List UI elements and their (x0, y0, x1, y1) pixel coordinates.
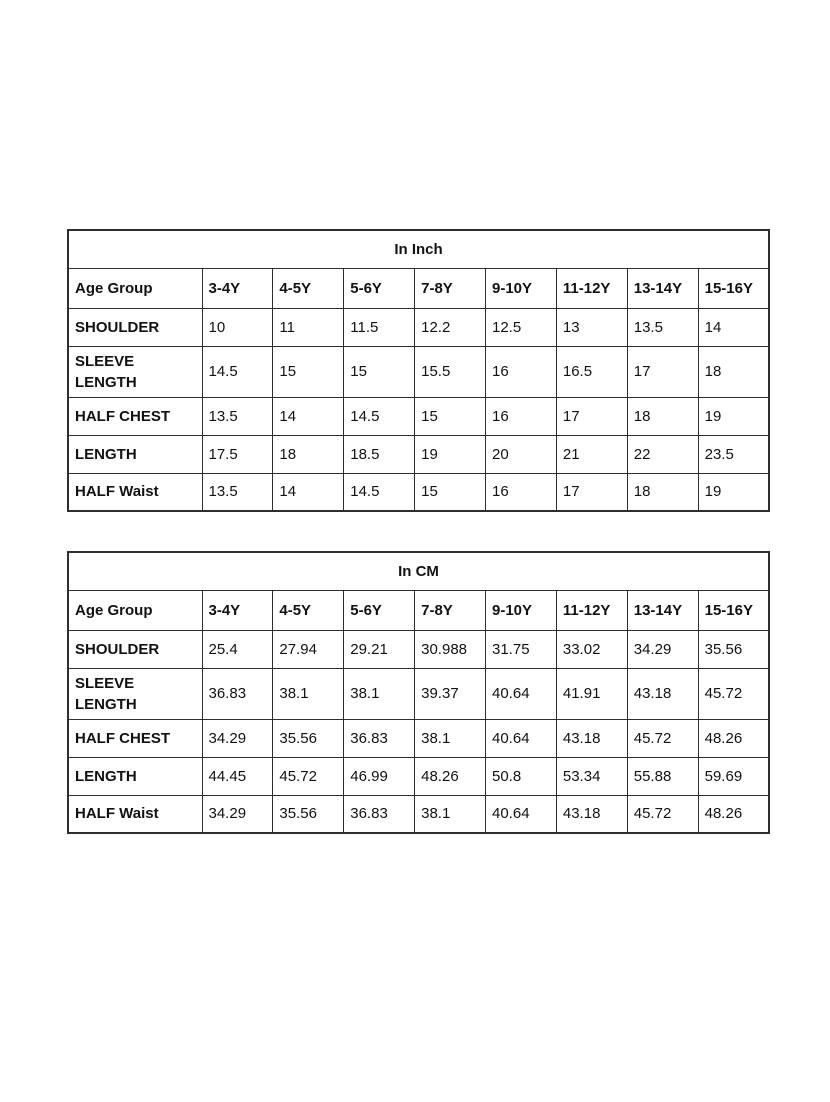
column-header: 3-4Y (202, 268, 273, 308)
cell-value: 55.88 (627, 757, 698, 795)
cell-value: 18 (627, 473, 698, 511)
cell-value: 10 (202, 308, 273, 346)
column-header: 5-6Y (344, 268, 415, 308)
cell-value: 34.29 (202, 719, 273, 757)
cell-value: 36.83 (344, 795, 415, 833)
cell-value: 45.72 (627, 719, 698, 757)
cell-value: 16 (486, 473, 557, 511)
cell-value: 17 (556, 397, 627, 435)
row-label: SHOULDER (68, 308, 202, 346)
table-row (68, 435, 769, 473)
cell-value: 11.5 (344, 308, 415, 346)
cell-value: 48.26 (698, 719, 769, 757)
cell-value: 15 (273, 346, 344, 397)
cell-value: 34.29 (627, 630, 698, 668)
cell-value: 31.75 (486, 630, 557, 668)
cell-value: 59.69 (698, 757, 769, 795)
cell-value: 46.99 (344, 757, 415, 795)
cell-value: 36.83 (344, 719, 415, 757)
cell-value: 18.5 (344, 435, 415, 473)
table-row (68, 397, 769, 435)
row-label: SHOULDER (68, 630, 202, 668)
cell-value: 39.37 (415, 668, 486, 719)
cell-value: 19 (698, 473, 769, 511)
column-header: 15-16Y (698, 590, 769, 630)
cell-value: 48.26 (698, 795, 769, 833)
cell-value: 18 (627, 397, 698, 435)
table-row (68, 719, 769, 757)
cell-value: 14.5 (344, 397, 415, 435)
cell-value: 15.5 (415, 346, 486, 397)
row-label: LENGTH (68, 435, 202, 473)
table-title: In Inch (68, 230, 769, 268)
cell-value: 34.29 (202, 795, 273, 833)
cell-value: 15 (415, 473, 486, 511)
column-header: 9-10Y (486, 268, 557, 308)
size-table-cm (67, 551, 770, 834)
cell-value: 38.1 (415, 795, 486, 833)
column-header: 7-8Y (415, 590, 486, 630)
cell-value: 18 (273, 435, 344, 473)
cell-value: 17.5 (202, 435, 273, 473)
cell-value: 43.18 (627, 668, 698, 719)
cell-value: 16 (486, 346, 557, 397)
cell-value: 15 (415, 397, 486, 435)
column-header: 7-8Y (415, 268, 486, 308)
cell-value: 38.1 (344, 668, 415, 719)
cell-value: 13.5 (202, 473, 273, 511)
column-header: 5-6Y (344, 590, 415, 630)
table-row (68, 346, 769, 397)
table-row (68, 757, 769, 795)
table-row (68, 795, 769, 833)
table-title-row (68, 230, 769, 268)
row-label: SLEEVE LENGTH (68, 668, 202, 719)
column-header: 3-4Y (202, 590, 273, 630)
cell-value: 38.1 (273, 668, 344, 719)
cell-value: 36.83 (202, 668, 273, 719)
cell-value: 21 (556, 435, 627, 473)
row-label: SLEEVE LENGTH (68, 346, 202, 397)
cell-value: 35.56 (273, 795, 344, 833)
cell-value: 45.72 (273, 757, 344, 795)
cell-value: 11 (273, 308, 344, 346)
row-label: LENGTH (68, 757, 202, 795)
size-table-inch (67, 229, 770, 512)
cell-value: 40.64 (486, 795, 557, 833)
column-header: 11-12Y (556, 590, 627, 630)
table-row (68, 668, 769, 719)
cell-value: 14 (273, 473, 344, 511)
table-row (68, 473, 769, 511)
cell-value: 33.02 (556, 630, 627, 668)
column-header: 9-10Y (486, 590, 557, 630)
cell-value: 14.5 (344, 473, 415, 511)
row-label: HALF CHEST (68, 719, 202, 757)
cell-value: 38.1 (415, 719, 486, 757)
cell-value: 20 (486, 435, 557, 473)
cell-value: 35.56 (273, 719, 344, 757)
table-title: In CM (68, 552, 769, 590)
cell-value: 43.18 (556, 795, 627, 833)
cell-value: 17 (556, 473, 627, 511)
cell-value: 27.94 (273, 630, 344, 668)
row-label: HALF Waist (68, 795, 202, 833)
column-header: 4-5Y (273, 590, 344, 630)
column-header-age-group: Age Group (68, 268, 202, 308)
cell-value: 19 (698, 397, 769, 435)
cell-value: 45.72 (698, 668, 769, 719)
column-header-row (68, 590, 769, 630)
cell-value: 14.5 (202, 346, 273, 397)
column-header: 13-14Y (627, 268, 698, 308)
cell-value: 50.8 (486, 757, 557, 795)
table-row (68, 630, 769, 668)
cell-value: 40.64 (486, 668, 557, 719)
cell-value: 16.5 (556, 346, 627, 397)
column-header: 4-5Y (273, 268, 344, 308)
row-label: HALF Waist (68, 473, 202, 511)
cell-value: 12.2 (415, 308, 486, 346)
cell-value: 15 (344, 346, 415, 397)
cell-value: 14 (273, 397, 344, 435)
column-header: 13-14Y (627, 590, 698, 630)
column-header-age-group: Age Group (68, 590, 202, 630)
column-header: 15-16Y (698, 268, 769, 308)
cell-value: 16 (486, 397, 557, 435)
cell-value: 40.64 (486, 719, 557, 757)
cell-value: 30.988 (415, 630, 486, 668)
cell-value: 14 (698, 308, 769, 346)
table-title-row (68, 552, 769, 590)
table-row (68, 308, 769, 346)
cell-value: 41.91 (556, 668, 627, 719)
cell-value: 53.34 (556, 757, 627, 795)
cell-value: 48.26 (415, 757, 486, 795)
row-label: HALF CHEST (68, 397, 202, 435)
cell-value: 43.18 (556, 719, 627, 757)
cell-value: 44.45 (202, 757, 273, 795)
cell-value: 12.5 (486, 308, 557, 346)
cell-value: 22 (627, 435, 698, 473)
cell-value: 17 (627, 346, 698, 397)
cell-value: 13.5 (627, 308, 698, 346)
cell-value: 45.72 (627, 795, 698, 833)
cell-value: 19 (415, 435, 486, 473)
column-header: 11-12Y (556, 268, 627, 308)
cell-value: 13.5 (202, 397, 273, 435)
cell-value: 18 (698, 346, 769, 397)
cell-value: 25.4 (202, 630, 273, 668)
cell-value: 13 (556, 308, 627, 346)
cell-value: 35.56 (698, 630, 769, 668)
column-header-row (68, 268, 769, 308)
cell-value: 23.5 (698, 435, 769, 473)
cell-value: 29.21 (344, 630, 415, 668)
